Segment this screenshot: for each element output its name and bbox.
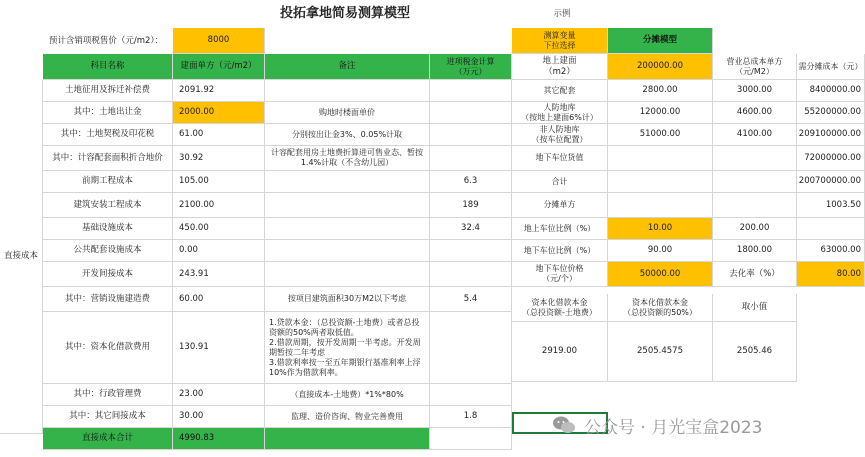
header-item: 科目名称 — [43, 54, 173, 80]
loan-min-value: 2505.46 — [713, 322, 797, 382]
above-area-input[interactable]: 200000.00 — [608, 54, 713, 80]
row-tax: 32.4 — [430, 218, 512, 240]
row-note — [265, 428, 430, 450]
right-row-label: 人防地库 （按地上建面6%计） — [512, 102, 608, 124]
row-tax — [430, 146, 512, 171]
right-row-label: 地上车位比例（%） — [512, 218, 608, 240]
row-tax — [430, 102, 512, 124]
header-above-area: 地上建面 （m2） — [512, 54, 608, 80]
variable-dropdown-label[interactable]: 测算变量 下拉选择 — [512, 28, 608, 54]
row-unit-cost: 30.92 — [173, 146, 265, 171]
row-tax — [430, 428, 512, 450]
watermark-text: 公众号 · 月光宝盒2023 — [584, 417, 763, 438]
loan-principal-a-header: 资本化借款本金 （总投资额-土地费） — [512, 294, 608, 322]
right-row-value-3: 209100000.00 — [797, 124, 865, 146]
row-note: （直接成本-土地费）*1%*80% — [265, 384, 430, 406]
row-note — [265, 80, 430, 102]
row-tax — [430, 312, 512, 384]
price-label: 预计含销项税售价（元/m2）： — [48, 35, 164, 46]
row-name: 建筑安装工程成本 — [43, 193, 173, 218]
row-name: 其中：计容配套面积折合地价 — [43, 146, 173, 171]
right-row-value-1 — [608, 171, 713, 193]
loan-min-header: 取小值 — [713, 294, 797, 322]
row-unit-cost: 61.00 — [173, 124, 265, 146]
row-tax: 189 — [430, 193, 512, 218]
right-row-value-2 — [713, 171, 797, 193]
right-row-value-3: 8400000.00 — [797, 80, 865, 102]
right-row-value-1[interactable]: 50000.00 — [608, 262, 713, 287]
right-row-label: 分摊单方 — [512, 193, 608, 218]
right-row-value-2 — [713, 193, 797, 218]
row-unit-cost: 105.00 — [173, 171, 265, 193]
row-note — [265, 262, 430, 287]
row-name: 开发间接成本 — [43, 262, 173, 287]
right-row-value-3: 1003.50 — [797, 193, 865, 218]
right-row-value-1 — [608, 146, 713, 171]
row-unit-cost: 0.00 — [173, 240, 265, 262]
right-row-label: 其它配套 — [512, 80, 608, 102]
right-row-value-2: 4600.00 — [713, 102, 797, 124]
row-note — [265, 240, 430, 262]
right-row-value-1: 12000.00 — [608, 102, 713, 124]
row-tax — [430, 384, 512, 406]
right-row-label: 地下车位比例（%） — [512, 240, 608, 262]
row-tax: 6.3 — [430, 171, 512, 193]
row-unit-cost: 243.91 — [173, 262, 265, 287]
header-op-unit: 营业总成本单方（元/M2） — [713, 54, 797, 80]
right-row-value-1: 2800.00 — [608, 80, 713, 102]
example-label: 示例 — [553, 8, 571, 19]
row-tax — [430, 240, 512, 262]
row-name: 其中：土地契税及印花税 — [43, 124, 173, 146]
row-note — [265, 193, 430, 218]
row-unit-cost: 2000.00 — [173, 102, 265, 124]
row-name: 基础设施成本 — [43, 218, 173, 240]
loan-principal-b-header: 资本化借款本金 （总投资额的50%） — [608, 294, 713, 322]
right-row-value-2: 3000.00 — [713, 80, 797, 102]
row-note — [265, 218, 430, 240]
right-row-label: 非人防地库 （按车位配置） — [512, 124, 608, 146]
row-name: 直接成本合计 — [43, 428, 173, 450]
right-row-value-3[interactable]: 80.00 — [797, 262, 865, 287]
right-row-label: 合计 — [512, 171, 608, 193]
right-row-value-1: 90.00 — [608, 240, 713, 262]
right-row-value-2: 4100.00 — [713, 124, 797, 146]
right-row-value-1[interactable]: 10.00 — [608, 218, 713, 240]
sheet-title: 投拓拿地简易测算模型 — [279, 5, 410, 21]
right-row-value-3 — [797, 218, 865, 240]
header-note: 备注 — [265, 54, 430, 80]
row-tax — [430, 124, 512, 146]
loan-principal-a-value: 2919.00 — [512, 322, 608, 382]
row-tax: 5.4 — [430, 287, 512, 312]
row-unit-cost: 4990.83 — [173, 428, 265, 450]
row-unit-cost: 130.91 — [173, 312, 265, 384]
row-note: 1.贷款本金：（总投资额-土地费）或者总投资额的50%两者取低值。 2.借款周期，按开发周期一半考虑。开发周期暂按二年考虑 3.借款利率按一至五年期银行基准利率上浮10%作为借款利率。 — [265, 312, 430, 384]
row-note: 监理、造价咨询、物业完善费用 — [265, 406, 430, 428]
category-direct-cost: 直接成本 — [0, 80, 43, 434]
row-note: 分别按出让金3%、0.05%计取 — [265, 124, 430, 146]
watermark — [552, 412, 862, 438]
right-row-label: 地下车位价格 （元/个） — [512, 262, 608, 287]
right-row-value-3: 55200000.00 — [797, 102, 865, 124]
right-row-value-2 — [713, 146, 797, 171]
right-row-label: 地下车位货值 — [512, 146, 608, 171]
loan-principal-b-value: 2505.4575 — [608, 322, 713, 382]
row-unit-cost: 30.00 — [173, 406, 265, 428]
row-note — [265, 171, 430, 193]
header-unit-cost: 建面单方（元/m2） — [173, 54, 265, 80]
price-input[interactable]: 8000 — [173, 28, 265, 54]
row-name: 公共配套设施成本 — [43, 240, 173, 262]
right-row-value-2: 1800.00 — [713, 240, 797, 262]
row-note: 计容配套用房土地费折算进可售业态、暂按1.4%计取（不含幼儿园） — [265, 146, 430, 171]
row-unit-cost: 23.00 — [173, 384, 265, 406]
right-row-value-1 — [608, 193, 713, 218]
right-row-value-3: 63000.00 — [797, 240, 865, 262]
row-name: 土地征用及拆迁补偿费 — [43, 80, 173, 102]
row-tax — [430, 262, 512, 287]
row-name: 其中：行政管理费 — [43, 384, 173, 406]
row-note: 购地时楼面单价 — [265, 102, 430, 124]
row-name: 其中：土地出让金 — [43, 102, 173, 124]
row-note: 按项目建筑面积30万M2以下考虑 — [265, 287, 430, 312]
row-name: 其中：其它间接成本 — [43, 406, 173, 428]
row-unit-cost: 2091.92 — [173, 80, 265, 102]
right-row-value-2: 去化率（%） — [713, 262, 797, 287]
row-tax: 1.8 — [430, 406, 512, 428]
row-name: 其中：营销设施建造费 — [43, 287, 173, 312]
header-tax: 进项税金计算 （万元） — [430, 54, 512, 80]
row-name: 前期工程成本 — [43, 171, 173, 193]
row-tax — [430, 80, 512, 102]
row-name: 其中：资本化借款费用 — [43, 312, 173, 384]
header-share-cost: 需分摊成本（元） — [797, 54, 865, 80]
right-row-value-3: 72000000.00 — [797, 146, 865, 171]
model-label: 分摊模型 — [608, 28, 713, 54]
row-unit-cost: 2100.00 — [173, 193, 265, 218]
row-unit-cost: 60.00 — [173, 287, 265, 312]
row-unit-cost: 450.00 — [173, 218, 265, 240]
right-row-value-1: 51000.00 — [608, 124, 713, 146]
right-row-value-2: 200.00 — [713, 218, 797, 240]
wechat-icon — [552, 415, 576, 435]
right-row-value-3: 200700000.00 — [797, 171, 865, 193]
